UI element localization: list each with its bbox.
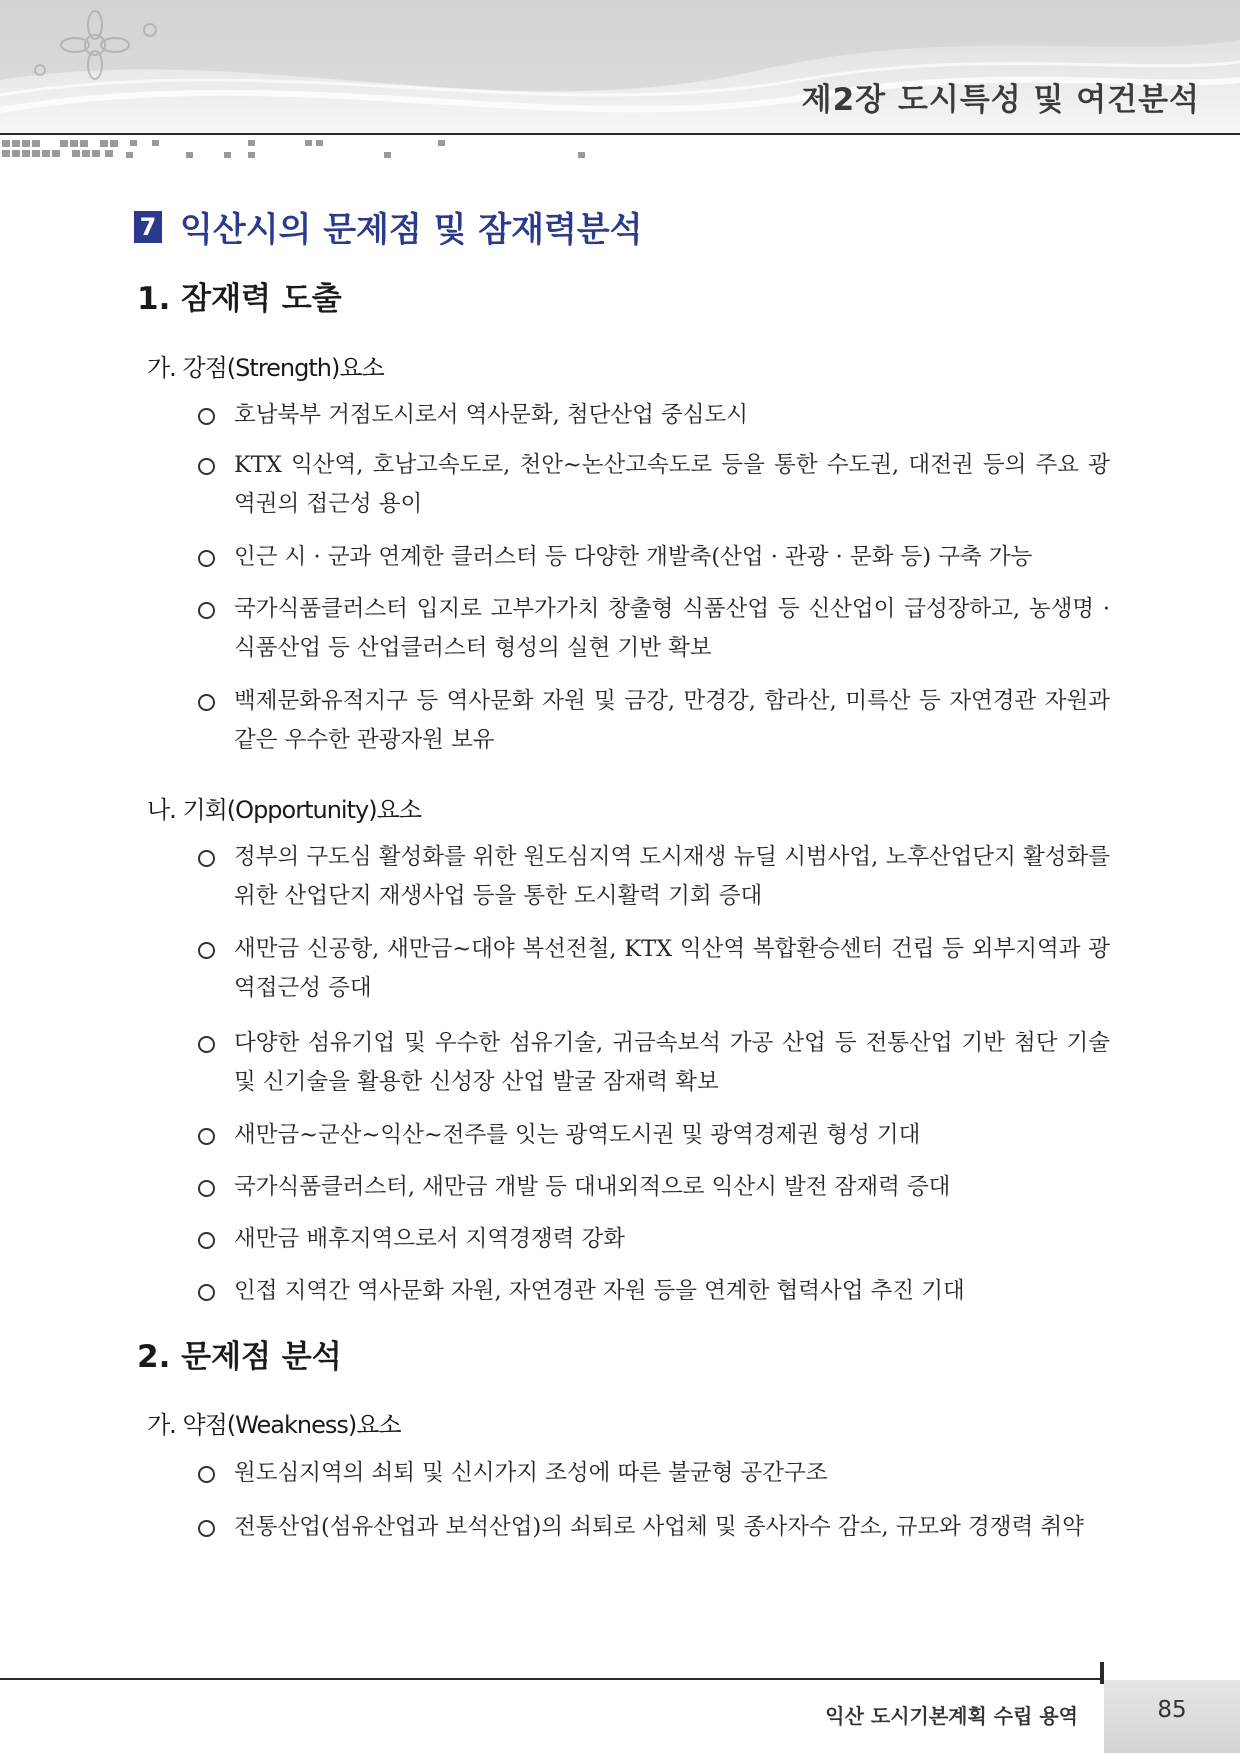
list-item: 원도심지역의 쇠퇴 및 신시가지 조성에 따른 불균형 공간구조 xyxy=(198,1454,1110,1493)
list-item: 정부의 구도심 활성화를 위한 원도심지역 도시재생 뉴딜 시범사업, 노후산업단지 활성화를 위한 산업단지 재생사업 등을 통한 도시활력 기회 증대 xyxy=(198,838,1110,916)
chapter-title: 제2장 도시특성 및 여건분석 xyxy=(801,82,1200,118)
part1-heading: 1. 잠재력 도출 xyxy=(137,281,342,317)
circle-bullet-icon xyxy=(198,1128,215,1145)
list-item: 전통산업(섬유산업과 보석산업)의 쇠퇴로 사업체 및 종사자수 감소, 규모와 경쟁력 취약 xyxy=(198,1508,1110,1547)
list-item: 새만금 배후지역으로서 지역경쟁력 강화 xyxy=(198,1220,1110,1259)
circle-bullet-icon xyxy=(198,1520,215,1537)
list-item: 인접 지역간 역사문화 자원, 자연경관 자원 등을 연계한 협력사업 추진 기대 xyxy=(198,1272,1110,1311)
section-number-badge: 7 xyxy=(134,211,162,243)
section-title xyxy=(134,202,642,251)
circle-bullet-icon xyxy=(198,1232,215,1249)
list-item: 호남북부 거점도시로서 역사문화, 첨단산업 중심도시 xyxy=(198,396,1110,435)
circle-bullet-icon xyxy=(198,408,215,425)
circle-bullet-icon xyxy=(198,850,215,867)
pixel-pattern-decoration xyxy=(0,138,600,162)
list-item: 백제문화유적지구 등 역사문화 자원 및 금강, 만경강, 함라산, 미륵산 등 자연경관 자원과 같은 우수한 관광자원 보유 xyxy=(198,682,1110,760)
list-item: 국가식품클러스터, 새만금 개발 등 대내외적으로 익산시 발전 잠재력 증대 xyxy=(198,1168,1110,1207)
weakness-heading: 가. 약점(Weakness)요소 xyxy=(147,1411,401,1439)
footer-title: 익산 도시기본계획 수립 용역 xyxy=(825,1704,1078,1728)
section-title-text: 익산시의 문제점 및 잠재력분석 xyxy=(180,210,643,250)
header-rule xyxy=(0,133,1240,135)
footer-rule xyxy=(0,1678,1104,1680)
list-item: 새만금 신공항, 새만금~대야 복선전철, KTX 익산역 복합환승센터 건립 등 외부지역과 광역접근성 증대 xyxy=(198,930,1110,1008)
list-item: 국가식품클러스터 입지로 고부가가치 창출형 식품산업 등 신산업이 급성장하고, 농생명 · 식품산업 등 산업클러스터 형성의 실현 기반 확보 xyxy=(198,590,1110,668)
circle-bullet-icon xyxy=(198,458,215,475)
circle-bullet-icon xyxy=(198,694,215,711)
list-item: 다양한 섬유기업 및 우수한 섬유기술, 귀금속보석 가공 산업 등 전통산업 기반 첨단 기술 및 신기술을 활용한 신성장 산업 발굴 잠재력 확보 xyxy=(198,1024,1110,1102)
list-item: 인근 시 · 군과 연계한 클러스터 등 다양한 개발축(산업 · 관광 · 문화 등) 구축 가능 xyxy=(198,538,1110,577)
circle-bullet-icon xyxy=(198,942,215,959)
strength-heading: 가. 강점(Strength)요소 xyxy=(147,354,384,382)
circle-bullet-icon xyxy=(198,1036,215,1053)
opportunity-heading: 나. 기회(Opportunity)요소 xyxy=(147,796,421,824)
circle-bullet-icon xyxy=(198,550,215,567)
page-number: 85 xyxy=(1157,1697,1187,1723)
circle-bullet-icon xyxy=(198,1466,215,1483)
list-item: KTX 익산역, 호남고속도로, 천안~논산고속도로 등을 통한 수도권, 대전권 등의 주요 광역권의 접근성 용이 xyxy=(198,446,1110,524)
list-item: 새만금~군산~익산~전주를 잇는 광역도시권 및 광역경제권 형성 기대 xyxy=(198,1116,1110,1155)
part2-heading: 2. 문제점 분석 xyxy=(137,1339,342,1375)
circle-bullet-icon xyxy=(198,1284,215,1301)
circle-bullet-icon xyxy=(198,1180,215,1197)
circle-bullet-icon xyxy=(198,602,215,619)
